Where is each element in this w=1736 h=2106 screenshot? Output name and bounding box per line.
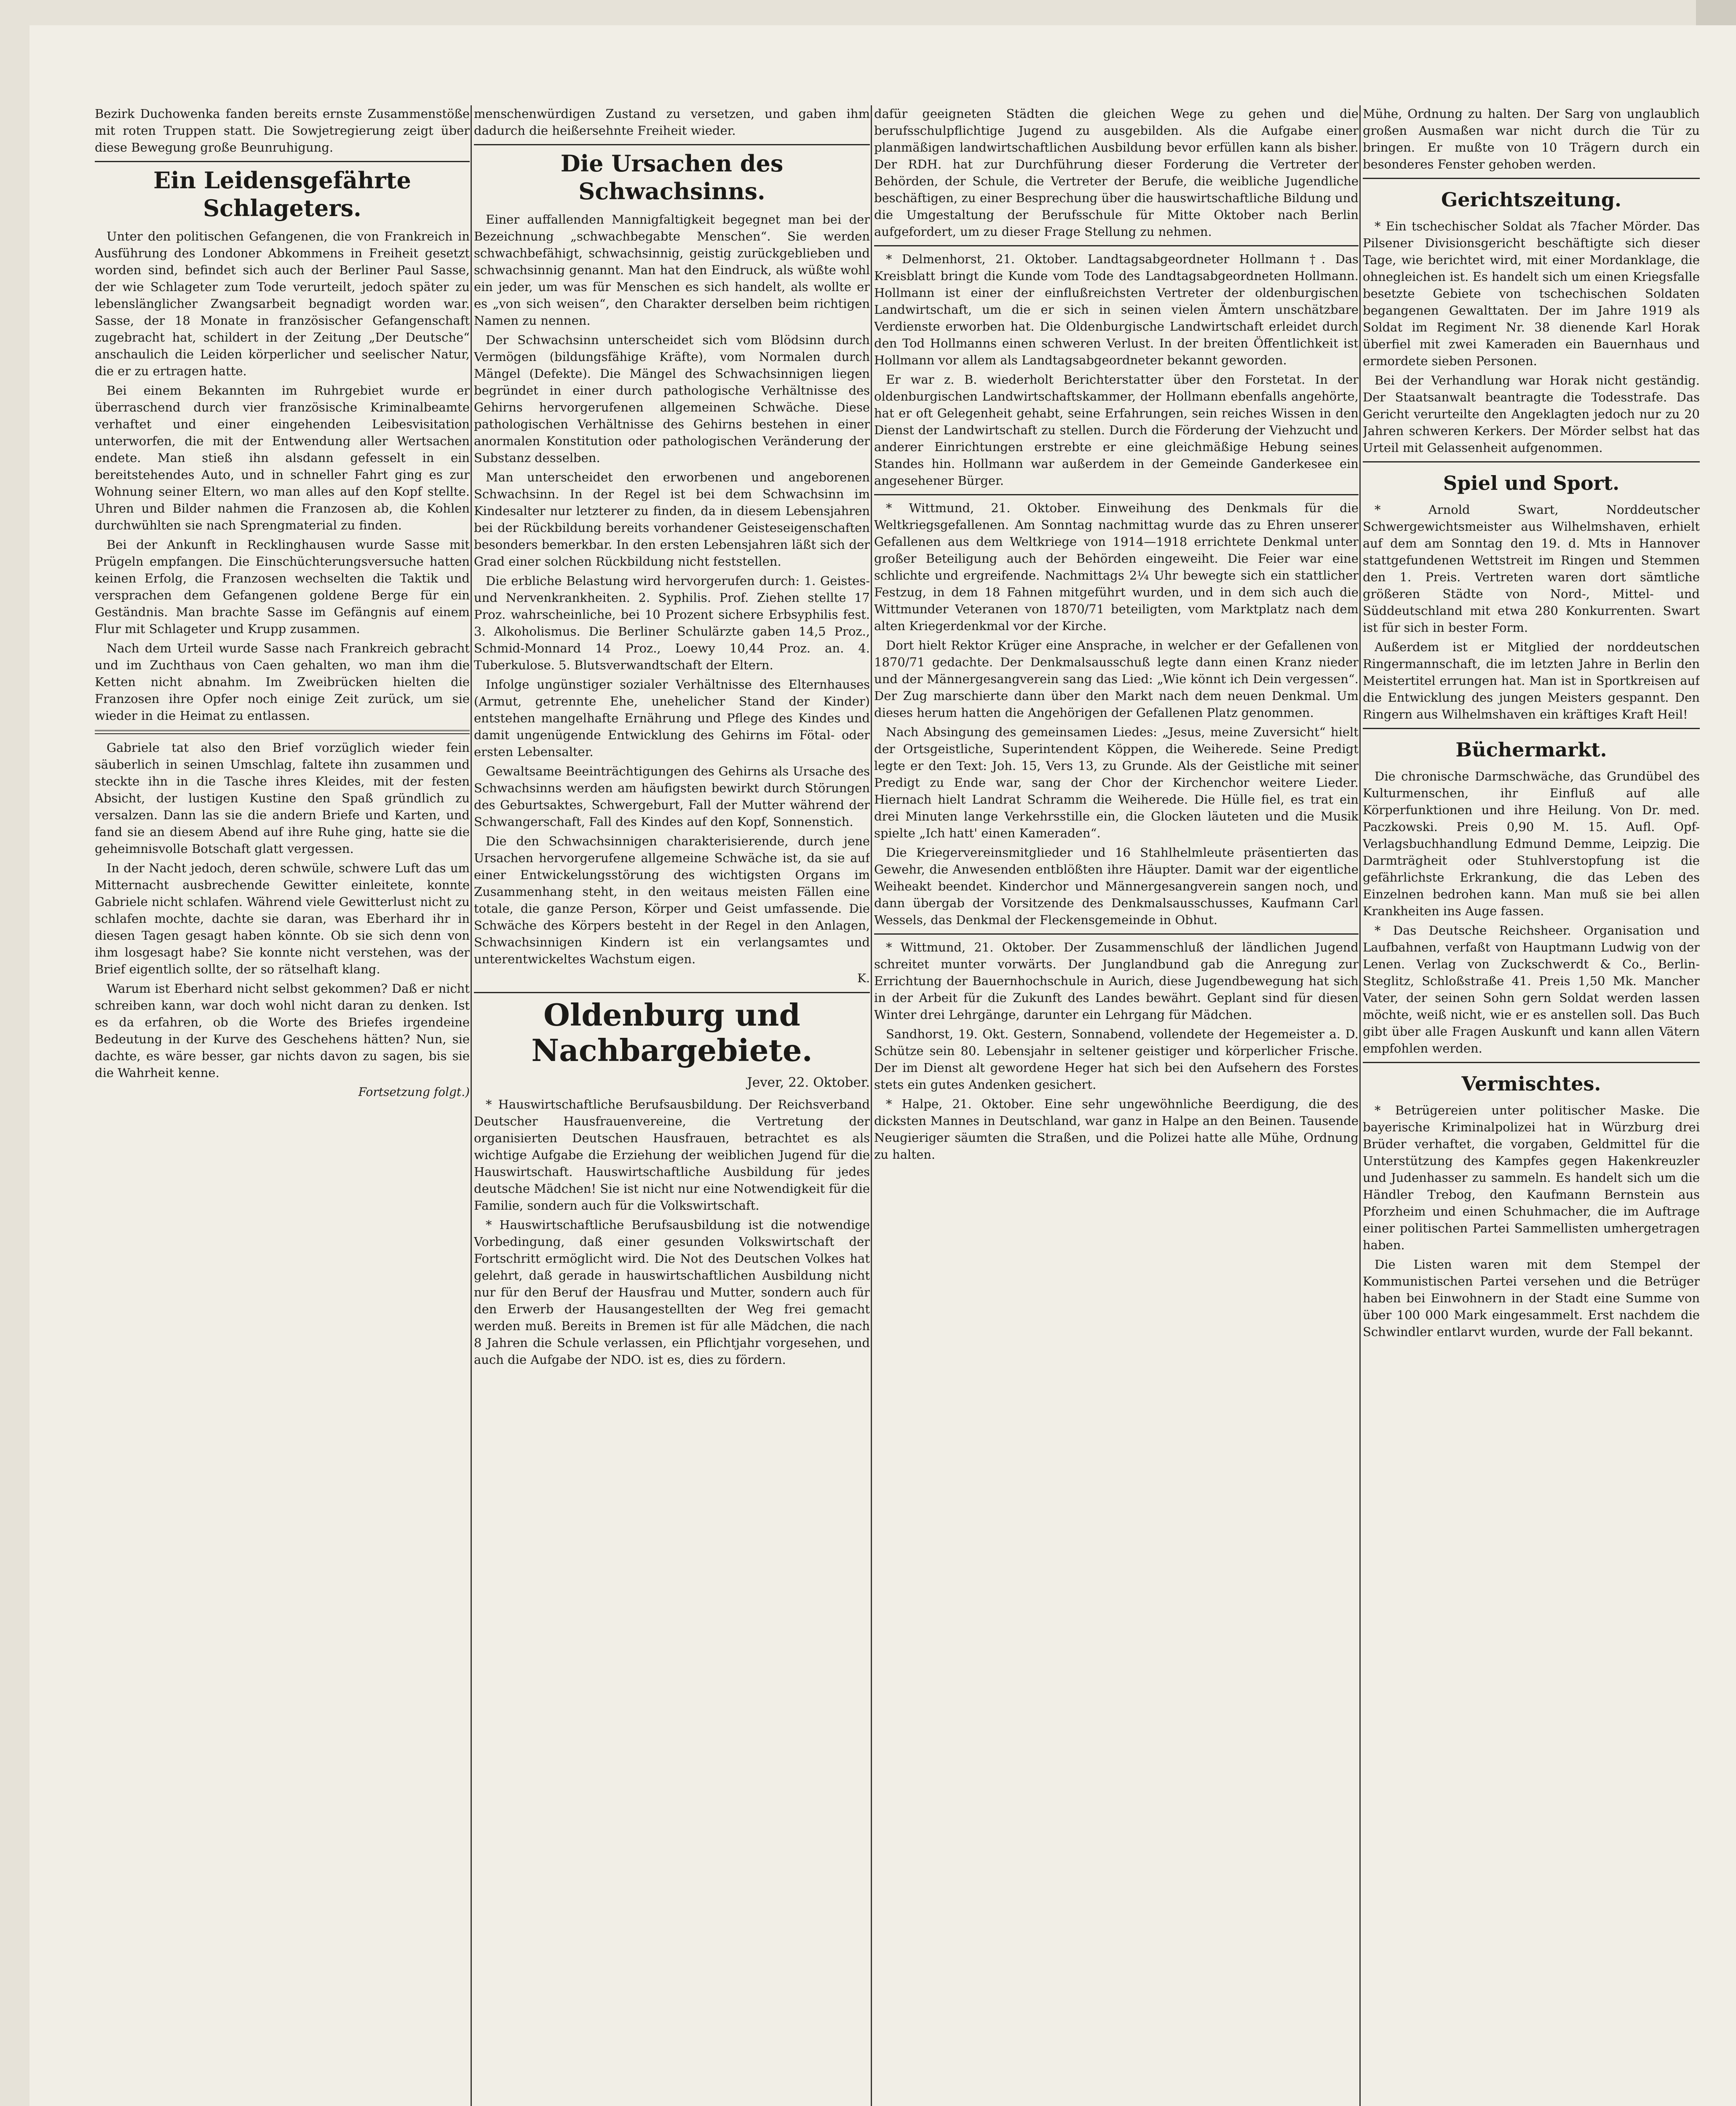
divider [874, 494, 1359, 495]
article-paragraph: Bei einem Bekannten im Ruhrgebiet wurde er überraschend durch vier französische Kriminalbeamte verhaftet und einer eingehenden Leibesvisitation unterworfen, die mit der Entwendung aller Wertsachen endete. Man stieß ihn alsdann gefesselt in ein bereitstehendes Auto, und in schneller Fahrt ging es zur Wohnung seiner Eltern, wo man alles auf den Kopf stellte. Uhren und Bilder nahmen die Franzosen ab, die Kohlen durchwühlten sie nach Sprengmaterial zu finden. [95, 383, 470, 532]
section-title: Büchermarkt. [1455, 738, 1607, 761]
column-4 [1363, 105, 1700, 2106]
serial-paragraph: In der Nacht jedoch, deren schwüle, schwere Luft das um Mitternacht ausbrechende Gewitter einleitete, konnte Gabriele nicht schlafen. Während viele Gewitterlust nicht zu schlafen mochte, dachte sie daran, was Eberhard ihr in diesen Tagen gesagt haben könnte. Ob sie sich denn von ihm losgesagt habe? Sie konnte nicht verstehen, was der Brief eigentlich sollte, der so rätselhaft klang. [95, 861, 470, 976]
section-paragraph: Die Listen waren mit dem Stempel der Kommunistischen Partei versehen und die Betrüger haben bei Einwohnern in der Stadt eine Summe von über 100 000 Mark eingesammelt. Erst nachdem die Schwindler entlarvt wurden, wurde der Fall bekannt. [1363, 1257, 1700, 1339]
article-paragraph: Unter den politischen Gefangenen, die von Frankreich in Ausführung des Londoner Abkommens in Freiheit gesetzt worden sind, befindet sich auch der Berliner Paul Sasse, der wie Schlageter zum Tode verurteilt, jedoch später zu lebenslänglicher Zwangsarbeit begnadigt worden war. Sasse, der 18 Monate in französischer Gefangenschaft zugebracht hat, schildert in der Zeitung „Der Deutsche“ anschaulich die Leiden körperlicher und seelischer Natur, die er zu ertragen hatte. [95, 229, 470, 378]
column-3 [874, 105, 1359, 2106]
continued-text: menschenwürdigen Zustand zu versetzen, und gaben ihm dadurch die heißersehnte Freiheit wieder. [474, 107, 870, 138]
divider [1363, 728, 1700, 729]
section-paragraph: Bei der Verhandlung war Horak nicht geständig. Der Staatsanwalt beantragte die Todesstrafe. Das Gericht verurteilte den Angeklagten jedoch nur zu 20 Jahren schweren Kerkers. Der Mörder selbst hat das Urteil mit Gelassenheit aufgenommen. [1363, 373, 1700, 455]
serial-paragraph: Gabriele tat also den Brief vorzüglich wieder fein säuberlich in seinen Umschlag, faltete ihn zusammen und steckte ihn in die Tasche ihres Kleides, mit der festen Absicht, der lustigen Kustine den Spaß gründlich zu versalzen. Dann las sie die andern Briefe und Karten, und fand sie an diesem Abend auf ihre Ruhe ging, hatte sie die geheimnisvolle Botschaft glatt vergessen. [95, 740, 470, 856]
section-paragraph: * Betrügereien unter politischer Maske. Die bayerische Kriminalpolizei hat in Würzburg drei Brüder verhaftet, die vorgaben, Geldmittel für die Unterstützung des Kampfes gegen Hakenkreuzler und Judenhasser zu sammeln. Es handelt sich um die Händler Trebog, den Kaufmann Bernstein aus Pforzheim und einen Schuhmacher, die im Auftrage einer politischen Partei Sammellisten umhergetragen haben. [1363, 1103, 1700, 1252]
section-title: Spiel und Sport. [1443, 472, 1620, 494]
column-2 [474, 105, 870, 2106]
divider [1363, 461, 1700, 462]
column-rule [471, 105, 472, 2106]
continued-text: Mühe, Ordnung zu halten. Der Sarg von unglaublich großen Ausmaßen war nicht durch die Tür zu bringen. Er mußte von 10 Trägern durch ein besonderes Fenster gehoben werden. [1363, 107, 1700, 171]
serial-paragraph: Warum ist Eberhard nicht selbst gekommen? Daß er nicht schreiben kann, war doch wohl nicht daran zu denken. Ist es da erfahren, ob die Worte des Briefes irgendeine Bedeutung in der Kurve des Geschehens hätten? Nun, sie dachte, es wäre besser, gar nichts davon zu sagen, bis sie die Wahrheit kenne. [95, 981, 470, 1080]
section-paragraph: * Hauswirtschaftliche Berufsausbildung. Der Reichsverband Deutscher Hausfrauenvereine, die Vertretung der organisierten Deutschen Hausfrauen, betrachtet es als wichtige Aufgabe die Erziehung der weiblichen Jugend für die Hauswirtschaft. Hauswirtschaftliche Ausbildung für jedes deutsche Mädchen! Sie ist nicht nur eine Notwendigkeit für die Familie, sondern auch für die Volkswirtschaft. [474, 1097, 870, 1213]
news-item: * Wittmund, 21. Oktober. Einweihung des Denkmals für die Weltkriegsgefallenen. Am Sonntag nachmittag wurde das zu Ehren unserer Gefallenen aus dem Weltkriege von 1914—1918 errichtete Denkmal unter großer Beteiligung auch der Behörden eingeweiht. Die Feier war eine schlichte und ergreifende. Nachmittags 2¼ Uhr bewegte sich ein stattlicher Festzug, in dem 18 Fahnen mitgeführt wurden, und in dem sich auch die Wittmunder Veteranen von 1870/71 beteiligten, vom Marktplatz nach dem alten Kriegerdenkmal vor der Kirche. [874, 501, 1359, 633]
news-item: Die Kriegervereinsmitglieder und 16 Stahlhelmleute präsentierten das Gewehr, die Anwesenden entblößten ihre Häupter. Damit war der eigentliche Weiheakt beendet. Kinderchor und Männergesangverein sangen noch, und dann übergab der Vorsitzende des Denkmalsausschusses, Kaufmann Carl Wessels, das Denkmal der Fleckensgemeinde in Obhut. [874, 845, 1359, 927]
section-title: Oldenburg und Nachbargebiete. [531, 997, 813, 1068]
section-paragraph: Außerdem ist er Mitglied der norddeutschen Ringermannschaft, die im letzten Jahre in Berlin den Meistertitel errungen hat. Man ist in Sportkreisen auf die Entwicklung des jungen Meisters gespannt. Den Ringern aus Wilhelmshaven ein kräftiges Kraft Heil! [1363, 640, 1700, 722]
article-paragraph: Die den Schwachsinnigen charakterisierende, durch jene Ursachen hervorgerufene allgemeine Schwäche ist, da sie auf einer Entwickelungsstörung des wichtigsten Organs im Zusammenhang steht, in den weitaus meisten Fällen eine totale, die ganze Person, Körper und Geist umfassende. Die Schwäche des Körpers besteht in der Regel in den Anlagen, Schwachsinnigen Kindern ist ein verlangsamtes und unterentwickeltes Wachstum eigen. [474, 834, 870, 966]
divider [874, 245, 1359, 246]
news-item: Nach Absingung des gemeinsamen Liedes: „Jesus, meine Zuversicht“ hielt der Ortsgeistliche, Superintendent Köppen, die Weiherede. Seine Predigt legte er den Text: Joh. 15, Vers 13, zu Grunde. Als der Geistliche mit seiner Predigt zu Ende war, sang der Chor der Kirchenchor weitere Lieder. Hiernach hielt Landrat Schramm die Weiherede. Die Hülle fiel, es trat ein drei Minuten lange Verkehrsstille ein, die Glocken läuteten und die Musik spielte „Ich hatt' einen Kameraden“. [874, 725, 1359, 840]
divider [474, 144, 870, 145]
section-paragraph: * Arnold Swart, Norddeutscher Schwergewichtsmeister aus Wilhelmshaven, erhielt auf dem am Sonntag den 19. d. Mts in Hannover stattgefundenen Wettstreit im Ringen und Stemmen den 1. Preis. Vertreten waren dort sämtliche größeren Städte von Nord-, Mittel- und Süddeutschland mit etwa 280 Konkurrenten. Swart ist für sich in bester Form. [1363, 502, 1700, 635]
article-paragraph: Einer auffallenden Mannigfaltigkeit begegnet man bei der Bezeichnung „schwachbegabte Menschen“. Sie werden schwachbefähigt, schwachsinnig, geistig zurückgeblieben und schwachsinnig genannt. Man hat den Eindruck, als wüßte wohl ein jeder, um was für Menschen es sich handelt, als wollte er es „von sich weisen“, den Charakter derselben beim richtigen Namen zu nennen. [474, 212, 870, 328]
section-title: Vermischtes. [1461, 1072, 1601, 1095]
article-paragraph: Gewaltsame Beeinträchtigungen des Gehirns als Ursache des Schwachsinns werden am häufigsten bewirkt durch Störungen des Geburtsaktes, Schwergeburt, Fall der Mutter während der Schwangerschaft, Fall des Kindes auf den Kopf, Sonnenstich. [474, 764, 870, 829]
section-paragraph: * Ein tschechischer Soldat als 7facher Mörder. Das Pilsener Divisionsgericht beschäftigte sich dieser Tage, wie berichtet wird, mit einer Mordanklage, die ohnegleichen ist. Es handelt sich um einen Kriegsfalle besetzte Gebiete von tschechischen Soldaten begangenen Gewalttaten. Der im Jahre 1919 als Soldat im Regiment Nr. 38 dienende Karl Horak überfiel mit zwei Kameraden ein Bauernhaus und ermordete sieben Personen. [1363, 219, 1700, 368]
column-rule [871, 105, 872, 2106]
serial-divider [95, 730, 470, 734]
continued-note: Fortsetzung folgt.) [358, 1085, 470, 1099]
continued-text: Bezirk Duchowenka fanden bereits ernste Zusammenstöße mit roten Truppen statt. Die Sowjetregierung zeigt über diese Bewegung große Beunruhigung. [95, 107, 470, 155]
article-paragraph: Nach dem Urteil wurde Sasse nach Frankreich gebracht und im Zuchthaus von Caen gehalten, wo man ihm die Ketten nicht abnahm. Im Zweibrücken hielten die Franzosen ihre Opfer noch einige Zeit zurück, um sie wieder in die Heimat zu entlassen. [95, 641, 470, 723]
divider [95, 161, 470, 162]
article-paragraph: Man unterscheidet den erworbenen und angeborenen Schwachsinn. In der Regel ist bei dem Schwachsinn im Kindesalter nur letzterer zu finden, da in diesem Lebensjahren bei der Rückbildung bereits vorhandener Geisteseigenschaften besonders bemerkbar. In den ersten Lebensjahren läßt sich der Grad einer solchen Rückbildung nicht feststellen. [474, 470, 870, 569]
section-title: Gerichtszeitung. [1441, 188, 1622, 211]
section-paragraph: Die chronische Darmschwäche, das Grundübel des Kulturmenschen, ihr Einfluß auf alle Körperfunktionen und ihre Heilung. Von Dr. med. Paczkowski. Preis 0,90 M. 15. Aufl. Opf-Verlagsbuchhandlung Edmund Demme, Leipzig. Die Darmträgheit oder Stuhlverstopfung ist die gefährlichste Erkrankung, die das Leben des Einzelnen bedrohen kann. Man muß sie bei allen Krankheiten ins Auge fassen. [1363, 769, 1700, 918]
article-paragraph: Bei der Ankunft in Recklinghausen wurde Sasse mit Prügeln empfangen. Die Einschüchterungsversuche hatten keinen Erfolg, die Franzosen wechselten die Taktik und versprachen dem Gefangenen goldene Berge für ein Geständnis. Man brachte Sasse im Gefängnis auf einem Flur mit Schlageter und Krupp zusammen. [95, 537, 470, 636]
news-item: * Wittmund, 21. Oktober. Der Zusammenschluß der ländlichen Jugend schreitet munter vorwärts. Der Junglandbund gab die Anregung zur Errichtung der Bauernhochschule in Aurich, diese Jugendbewegung hat sich in der Arbeit für die Zukunft des Landes bewährt. Geplant sind für diesen Winter drei Lehrgänge, darunter ein Lehrgang für Mädchen. [874, 940, 1359, 1022]
article-signature: K. [857, 971, 870, 985]
continued-text: dafür geeigneten Städten die gleichen Wege zu gehen und die berufsschulpflichtige Jugend zu ausgebilden. Als die Aufgabe einer planmäßigen landwirtschaftlichen Ausbildung bevor erfüllen kann als bisher. Der RDH. hat zur Durchführung dieser Forderung die Vertreter der Behörden, der Schule, die Vertreter der Berufe, die weibliche Jugendliche beschäftigen, zu einer Besprechung über die hauswirtschaftliche Bildung und die Umgestaltung der Berufsschule für Mitte Oktober nach Berlin aufgefordert, um zu dieser Frage Stellung zu nehmen. [874, 107, 1359, 239]
article-paragraph: Der Schwachsinn unterscheidet sich vom Blödsinn durch Vermögen (bildungsfähige Kräfte), vom Normalen durch Mängel (Defekte). Die Mängel des Schwachsinnigen liegen begründet in einer durch pathologische Verhältnisse des Gehirns hervorgerufenen allgemeinen Schwäche. Diese pathologischen Verhältnisse des Gehirns bestehen in einer anormalen Konstitution oder pathologischen Veränderung der Substanz desselben. [474, 333, 870, 465]
article-paragraph: Infolge ungünstiger sozialer Verhältnisse des Elternhauses (Armut, getrennte Ehe, unehelicher Stand der Kinder) entstehen mangelhafte Ernährung und Pflege des Kindes und damit ungenügende Entwicklung des Gehirns im Fötal- oder ersten Lebensalter. [474, 677, 870, 759]
divider [874, 933, 1359, 935]
dateline: Jever, 22. Oktober. [747, 1075, 870, 1090]
news-item: * Halpe, 21. Oktober. Eine sehr ungewöhnliche Beerdigung, die des dicksten Mannes in Deutschland, war ganz in Halpe an den Beinen. Tausende Neugieriger säumten die Straßen, und die Polizei hatte alle Mühe, Ordnung zu halten. [874, 1097, 1359, 1162]
news-item: Er war z. B. wiederholt Berichterstatter über den Forstetat. In der oldenburgischen Landwirtschaftskammer, der Hollmann ebenfalls angehörte, hat er oft Gelegenheit gehabt, seine Erfahrungen, sein reiches Wissen in den Dienst der Landwirtschaft zu stellen. Durch die Förderung der Viehzucht und anderer Einrichtungen erstrebte er eine gleichmäßige Hebung seines Standes hin. Hollmann war außerdem in der Gemeinde Ganderkesee ein angesehener Bürger. [874, 372, 1359, 488]
section-paragraph: * Das Deutsche Reichsheer. Organisation und Laufbahnen, verfaßt von Hauptmann Ludwig von der Lenen. Verlag von Zuckschwerdt & Co., Berlin-Steglitz, Schloßstraße 41. Preis 1,50 Mk. Mancher Vater, der seinen Sohn gern Soldat werden lassen möchte, weiß nicht, wie er es anstellen soll. Das Buch gibt über alle Fragen Auskunft und kann allen Vätern empfohlen werden. [1363, 923, 1700, 1056]
divider [474, 992, 870, 993]
column-rule [1359, 105, 1361, 2106]
divider [1363, 178, 1700, 179]
article-headline: Die Ursachen des Schwachsinns. [560, 150, 784, 205]
news-item: Dort hielt Rektor Krüger eine Ansprache, in welcher er der Gefallenen von 1870/71 gedachte. Der Denkmalsausschuß legte dann einen Kranz nieder und der Männergesangverein sang das Lied: „Wie könnt ich Dein vergessen“. Der Zug marschierte dann über den Markt nach dem neuen Denkmal. Um dieses herum hatten die Angehörigen der Gefallenen Platz genommen. [874, 638, 1359, 720]
section-paragraph: * Hauswirtschaftliche Berufsausbildung ist die notwendige Vorbedingung, daß einer gesunden Volkswirtschaft der Fortschritt ermöglicht wird. Die Not des Deutschen Volkes hat gelehrt, daß gerade in hauswirtschaftlichen Ausbildung nicht nur für den Beruf der Hausfrau und Mutter, sondern auch für den Erwerb der Hausangestellten der Weg frei gemacht werden muß. Bereits in Bremen ist für alle Mädchen, die nach 8 Jahren die Schule verlassen, ein Pflichtjahr vorgesehen, und auch die Aufgabe der NDO. ist es, dies zu fördern. [474, 1218, 870, 1367]
news-item: * Delmenhorst, 21. Oktober. Landtagsabgeordneter Hollmann †. Das Kreisblatt bringt die Kunde vom Tode des Landtagsabgeordneten Hollmann. Hollmann ist einer der einflußreichsten Vertreter der oldenburgischen Landwirtschaft, um die er sich in seinen vielen Ämtern unschätzbare Verdienste erworben hat. Die Oldenburgische Landwirtschaft erleidet durch den Tod Hollmanns einen schweren Verlust. In der breiten Öffentlichkeit ist Hollmann vor allem als Landtagsabgeordneter bekannt geworden. [874, 252, 1359, 367]
article-headline: Ein Leidensgefährte Schlageters. [153, 167, 411, 222]
article-paragraph: Die erbliche Belastung wird hervorgerufen durch: 1. Geistes- und Nervenkrankheiten. 2. Syphilis. Prof. Ziehen stellte 17 Proz. wahrscheinliche, bei 10 Prozent sichere Erbsyphilis fest. 3. Alkoholismus. Die Berliner Schulärzte gaben 14,5 Proz., Schmid-Monnard 14 Proz., Loewy 10,44 Proz. an. 4. Tuberkulose. 5. Blutsverwandtschaft der Eltern. [474, 574, 870, 672]
news-item: Sandhorst, 19. Okt. Gestern, Sonnabend, vollendete der Hegemeister a. D. Schütze sein 80. Lebensjahr in seltener geistiger und körperlicher Frische. Der im Dienst alt gewordene Heger hat sich bei den Aufsehern des Forstes stets ein gutes Andenken gesichert. [874, 1027, 1359, 1092]
divider [1363, 1062, 1700, 1063]
column-1 [95, 105, 470, 2106]
